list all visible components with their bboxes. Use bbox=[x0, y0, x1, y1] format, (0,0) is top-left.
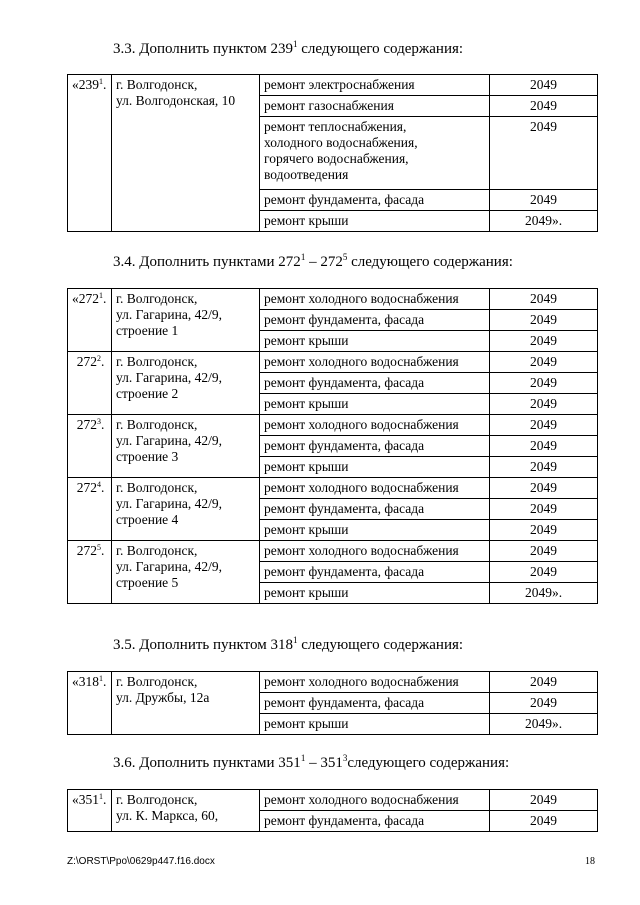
heading-3-5: 3.5. Дополнить пунктом $318^1$ следующего содержания: bbox=[113, 635, 464, 653]
work-cell: ремонт фундамента, фасада bbox=[260, 373, 490, 394]
work-cell: ремонт теплоснабжения, холодного водоснабжения, горячего водоснабжения, водоотведения bbox=[260, 117, 490, 190]
work-cell: ремонт фундамента, фасада bbox=[260, 811, 490, 832]
year-cell: 2049 bbox=[490, 520, 598, 541]
work-cell: ремонт крыши bbox=[260, 211, 490, 232]
year-cell: 2049». bbox=[490, 583, 598, 604]
table-239 bbox=[67, 74, 598, 232]
heading-text: 3.3. Дополнить пунктом 239 bbox=[113, 41, 293, 57]
item-number: «$239^1$. bbox=[68, 75, 112, 232]
work-cell: ремонт холодного водоснабжения bbox=[260, 352, 490, 373]
heading-sup: 1 bbox=[292, 39, 298, 49]
year-cell: 2049 bbox=[490, 117, 598, 190]
work-cell: ремонт фундамента, фасада bbox=[260, 310, 490, 331]
work-cell: ремонт фундамента, фасада bbox=[260, 562, 490, 583]
table-318 bbox=[67, 671, 598, 735]
year-cell: 2049 bbox=[490, 790, 598, 811]
table-row bbox=[68, 289, 598, 310]
work-cell: ремонт крыши bbox=[260, 331, 490, 352]
year-cell: 2049 bbox=[490, 190, 598, 211]
year-cell: 2049 bbox=[490, 75, 598, 96]
work-cell: ремонт холодного водоснабжения bbox=[260, 289, 490, 310]
year-cell: 2049». bbox=[490, 714, 598, 735]
table-row bbox=[68, 75, 598, 96]
year-cell: 2049 bbox=[490, 289, 598, 310]
year-cell: 2049 bbox=[490, 96, 598, 117]
address-cell: г. Волгодонск, ул. Гагарина, 42/9, строение 1 bbox=[112, 289, 260, 352]
table-row bbox=[68, 478, 598, 499]
year-cell: 2049 bbox=[490, 436, 598, 457]
address-cell: г. Волгодонск, ул. Дружбы, 12а bbox=[112, 672, 260, 735]
year-cell: 2049 bbox=[490, 499, 598, 520]
work-cell: ремонт крыши bbox=[260, 520, 490, 541]
year-cell: 2049 bbox=[490, 331, 598, 352]
work-cell: ремонт крыши bbox=[260, 583, 490, 604]
year-cell: 2049 bbox=[490, 541, 598, 562]
table-351 bbox=[67, 789, 598, 832]
year-cell: 2049 bbox=[490, 672, 598, 693]
year-cell: 2049 bbox=[490, 693, 598, 714]
item-number: «$351^1$. bbox=[68, 790, 112, 832]
year-cell: 2049 bbox=[490, 352, 598, 373]
work-cell: ремонт холодного водоснабжения bbox=[260, 790, 490, 811]
work-cell: ремонт фундамента, фасада bbox=[260, 499, 490, 520]
year-cell: 2049». bbox=[490, 211, 598, 232]
item-number: $272^5$. bbox=[68, 541, 112, 604]
address-cell: г. Волгодонск, ул. Гагарина, 42/9, строение 4 bbox=[112, 478, 260, 541]
year-cell: 2049 bbox=[490, 562, 598, 583]
work-cell: ремонт холодного водоснабжения bbox=[260, 672, 490, 693]
item-number: $272^2$. bbox=[68, 352, 112, 415]
work-cell: ремонт холодного водоснабжения bbox=[260, 541, 490, 562]
year-cell: 2049 bbox=[490, 394, 598, 415]
year-cell: 2049 bbox=[490, 415, 598, 436]
table-row bbox=[68, 541, 598, 562]
work-cell: ремонт крыши bbox=[260, 457, 490, 478]
work-cell: ремонт фундамента, фасада bbox=[260, 436, 490, 457]
year-cell: 2049 bbox=[490, 811, 598, 832]
footer-file-path: Z:\ORST\Ppo\0629p447.f16.docx bbox=[67, 856, 215, 867]
work-cell: ремонт холодного водоснабжения bbox=[260, 478, 490, 499]
year-cell: 2049 bbox=[490, 478, 598, 499]
table-row bbox=[68, 415, 598, 436]
address-cell: г. Волгодонск, ул. Гагарина, 42/9, строение 2 bbox=[112, 352, 260, 415]
year-cell: 2049 bbox=[490, 373, 598, 394]
year-cell: 2049 bbox=[490, 310, 598, 331]
address-cell: г. Волгодонск, ул. К. Маркса, 60, bbox=[112, 790, 260, 832]
item-number: «$272^1$. bbox=[68, 289, 112, 352]
year-cell: 2049 bbox=[490, 457, 598, 478]
work-cell: ремонт холодного водоснабжения bbox=[260, 415, 490, 436]
work-cell: ремонт фундамента, фасада bbox=[260, 190, 490, 211]
work-cell: ремонт крыши bbox=[260, 394, 490, 415]
work-cell: ремонт фундамента, фасада bbox=[260, 693, 490, 714]
page-number: 18 bbox=[585, 856, 595, 867]
work-cell: ремонт крыши bbox=[260, 714, 490, 735]
heading-3-6: 3.6. Дополнить пунктами $351^1$ – $351^3следующего$ содержания: bbox=[113, 753, 510, 771]
table-272 bbox=[67, 288, 598, 604]
heading-3-3 bbox=[113, 40, 463, 58]
heading-3-4: 3.4. Дополнить пунктами $272^1 - 272^5$ следующего содержания: bbox=[113, 252, 513, 270]
address-cell: г. Волгодонск, ул. Гагарина, 42/9, строение 5 bbox=[112, 541, 260, 604]
table-row bbox=[68, 352, 598, 373]
table-row bbox=[68, 790, 598, 811]
table-row bbox=[68, 672, 598, 693]
item-number: «$318^1$. bbox=[68, 672, 112, 735]
item-number: $272^3$. bbox=[68, 415, 112, 478]
address-cell: г. Волгодонск, ул. Волгодонская, 10 bbox=[112, 75, 260, 232]
address-cell: г. Волгодонск, ул. Гагарина, 42/9, строение 3 bbox=[112, 415, 260, 478]
work-cell: ремонт газоснабжения bbox=[260, 96, 490, 117]
item-number: $272^4$. bbox=[68, 478, 112, 541]
heading-text: следующего содержания: bbox=[297, 41, 464, 57]
work-cell: ремонт электроснабжения bbox=[260, 75, 490, 96]
